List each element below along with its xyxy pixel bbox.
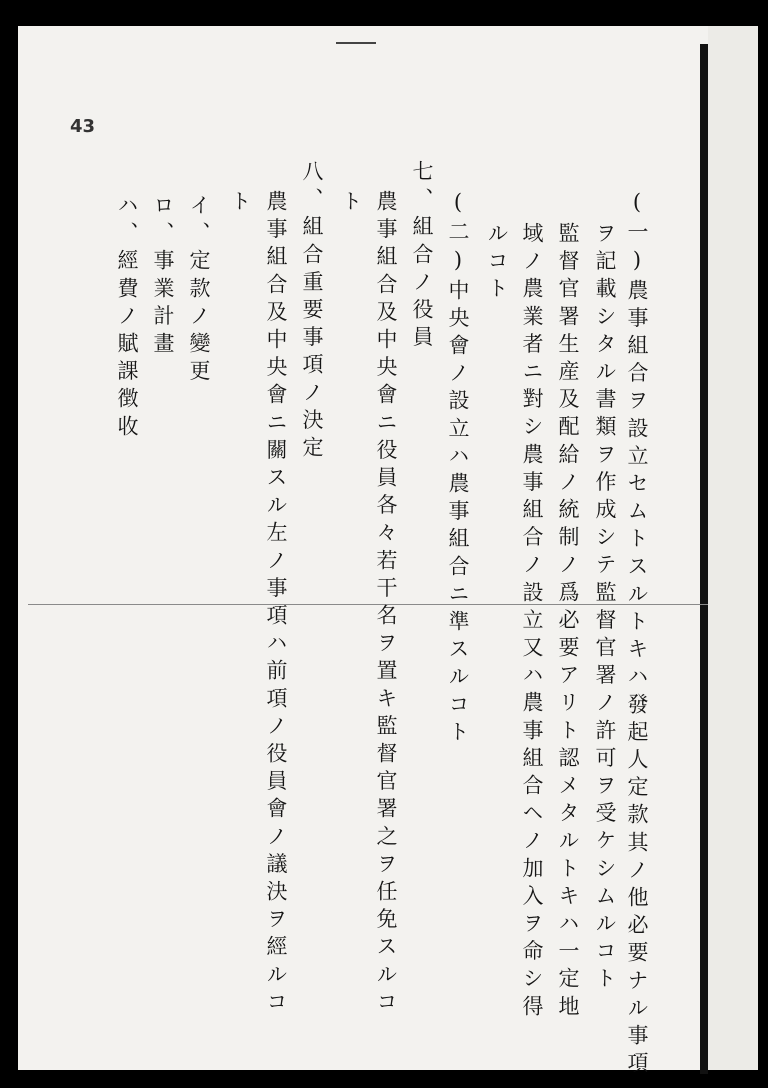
text-column-3: 監督官署生産及配給ノ統制ノ爲必要アリト認メタルトキハ一定地 bbox=[556, 222, 580, 1023]
binding-rule bbox=[700, 44, 708, 1074]
text-column-9: ト bbox=[339, 190, 363, 218]
text-column-13: イ、定款ノ變更 bbox=[187, 194, 211, 388]
text-column-6: (二)中央會ノ設立ハ農事組合ニ準スルコト bbox=[446, 190, 470, 748]
text-column-1: (一)農事組合ヲ設立セムトスルトキハ發起人定款其ノ他必要ナル事項 bbox=[625, 190, 649, 1080]
text-column-2: ヲ記載シタル書類ヲ作成シテ監督官署ノ許可ヲ受ケシムルコト bbox=[593, 222, 617, 995]
text-column-14: ロ、事業計畫 bbox=[151, 194, 175, 360]
text-column-4: 域ノ農業者ニ對シ農事組合ノ設立又ハ農事組合ヘノ加入ヲ命シ得 bbox=[520, 222, 544, 1023]
text-column-7: 七、組合ノ役員 bbox=[410, 160, 434, 354]
text-column-15: ハ、經費ノ賦課徴收 bbox=[115, 194, 139, 443]
text-column-10: 八、組合重要事項ノ決定 bbox=[300, 160, 324, 464]
text-column-12: ト bbox=[228, 190, 252, 218]
page-number: 43 bbox=[70, 116, 96, 137]
text-column-11: 農事組合及中央會ニ關スル左ノ事項ハ前項ノ役員會ノ議決ヲ經ルコ bbox=[264, 190, 288, 1018]
paper-right-margin bbox=[708, 26, 758, 1070]
text-column-8: 農事組合及中央會ニ役員各々若干名ヲ置キ監督官署之ヲ任免スルコ bbox=[374, 190, 398, 1018]
text-column-5: ルコト bbox=[485, 222, 509, 305]
top-dash-mark bbox=[336, 42, 376, 44]
